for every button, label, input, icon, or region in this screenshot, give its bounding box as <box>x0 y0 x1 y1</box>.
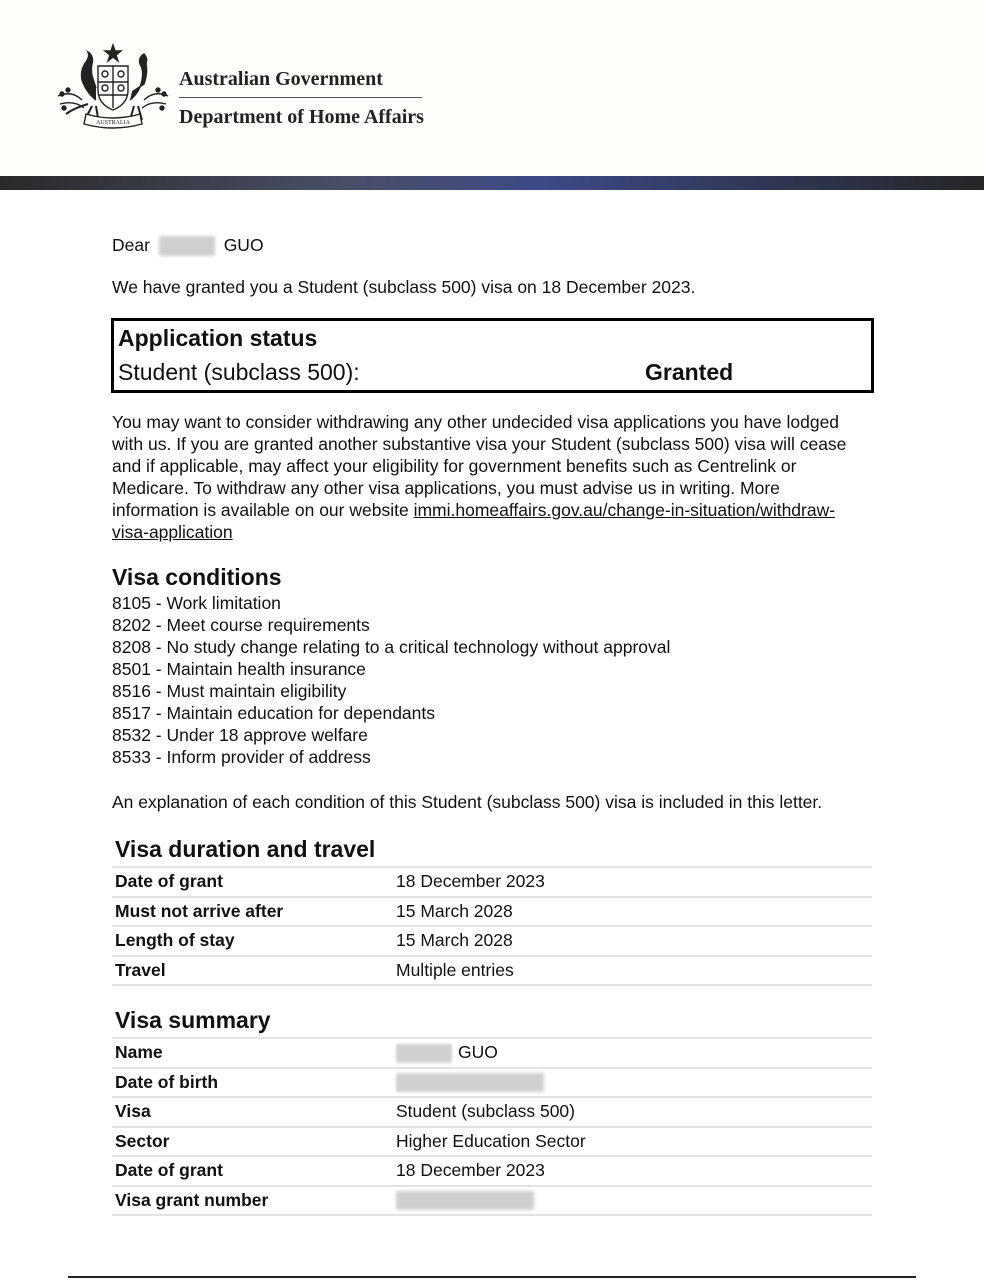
withdraw-text: You may want to consider withdrawing any other undecided visa applications you have lodged with us. If you are granted another substantive visa your Student (subclass 500) visa will cease and if applicable, may affect your eligibility for government benefits such as Centrelink or Medicare. To withdraw any other visa applications, you must advise us in writing. More information is available on our website <box>112 412 847 520</box>
footer-rule <box>68 1276 916 1278</box>
row-value <box>396 1072 544 1093</box>
withdraw-link[interactable]: immi.homeaffairs.gov.au/change-in-situation/withdraw-visa-application <box>112 500 836 542</box>
row-label: Date of grant <box>115 1160 223 1180</box>
condition-item: 8533 - Inform provider of address <box>112 747 371 767</box>
table-row <box>112 1069 872 1099</box>
row-label: Visa grant number <box>115 1189 269 1210</box>
row-value: Multiple entries <box>396 959 514 980</box>
row-value: Student (subclass 500) <box>396 1101 575 1121</box>
summary-heading: Visa summary <box>115 1007 271 1033</box>
row-label: Date of grant <box>115 871 223 891</box>
row-value <box>396 1042 498 1063</box>
conditions-note: An explanation of each condition of this Student (subclass 500) visa is included in this letter. <box>112 792 823 812</box>
table-row <box>112 1128 872 1158</box>
redacted-date-of-birth <box>396 1073 544 1092</box>
condition-item: 8516 - Must maintain eligibility <box>112 681 347 701</box>
redacted-grant-number <box>396 1191 534 1210</box>
table-row <box>112 1157 872 1187</box>
salutation-word: Dear <box>112 235 150 255</box>
row-label: Date of birth <box>115 1071 219 1092</box>
header-divider <box>179 97 422 98</box>
row-value: 18 December 2023 <box>396 871 545 891</box>
row-value: 15 March 2028 <box>396 930 513 950</box>
condition-item: 8202 - Meet course requirements <box>112 615 370 635</box>
conditions-list <box>112 592 670 768</box>
svg-text:AUSTRALIA: AUSTRALIA <box>96 120 130 126</box>
row-label: Sector <box>115 1130 170 1151</box>
table-row <box>112 898 872 928</box>
table-row <box>112 927 872 957</box>
summary-surname: GUO <box>458 1042 498 1062</box>
condition-item: 8517 - Maintain education for dependants <box>112 703 436 723</box>
coat-of-arms-logo <box>52 42 174 132</box>
letterhead <box>0 0 984 176</box>
application-status-box <box>111 318 874 393</box>
table-row <box>112 1187 872 1217</box>
org-name: Australian Government <box>179 68 383 90</box>
row-label: Name <box>115 1042 163 1062</box>
row-value <box>396 1190 534 1211</box>
condition-item: 8105 - Work limitation <box>112 593 281 613</box>
header-band <box>0 176 984 190</box>
table-row <box>112 1039 872 1069</box>
department-name: Department of Home Affairs <box>179 106 424 128</box>
duration-table <box>112 866 872 986</box>
condition-item: 8501 - Maintain health insurance <box>112 659 366 679</box>
row-value: 15 March 2028 <box>396 900 513 921</box>
table-row <box>112 1098 872 1128</box>
row-label: Length of stay <box>115 930 235 950</box>
conditions-heading: Visa conditions <box>112 564 282 590</box>
withdraw-paragraph <box>112 411 862 543</box>
table-row <box>112 868 872 898</box>
status-visa-label: Student (subclass 500): <box>118 359 360 385</box>
redacted-given-name <box>159 236 215 256</box>
salutation-surname: GUO <box>223 235 264 255</box>
redacted-given-name <box>396 1044 452 1063</box>
summary-table <box>112 1037 872 1216</box>
grant-sentence: We have granted you a Student (subclass 500) visa on 18 December 2023. <box>112 277 696 297</box>
condition-item: 8532 - Under 18 approve welfare <box>112 725 368 745</box>
condition-item: 8208 - No study change relating to a critical technology without approval <box>112 637 671 657</box>
row-label: Travel <box>115 959 166 980</box>
row-value: Higher Education Sector <box>396 1130 586 1151</box>
salutation <box>112 234 264 256</box>
status-value: Granted <box>645 359 734 385</box>
row-label: Must not arrive after <box>115 900 284 921</box>
table-row <box>112 957 872 987</box>
status-title: Application status <box>118 325 318 351</box>
row-label: Visa <box>115 1101 151 1121</box>
row-value: 18 December 2023 <box>396 1160 545 1180</box>
duration-heading: Visa duration and travel <box>115 836 376 862</box>
